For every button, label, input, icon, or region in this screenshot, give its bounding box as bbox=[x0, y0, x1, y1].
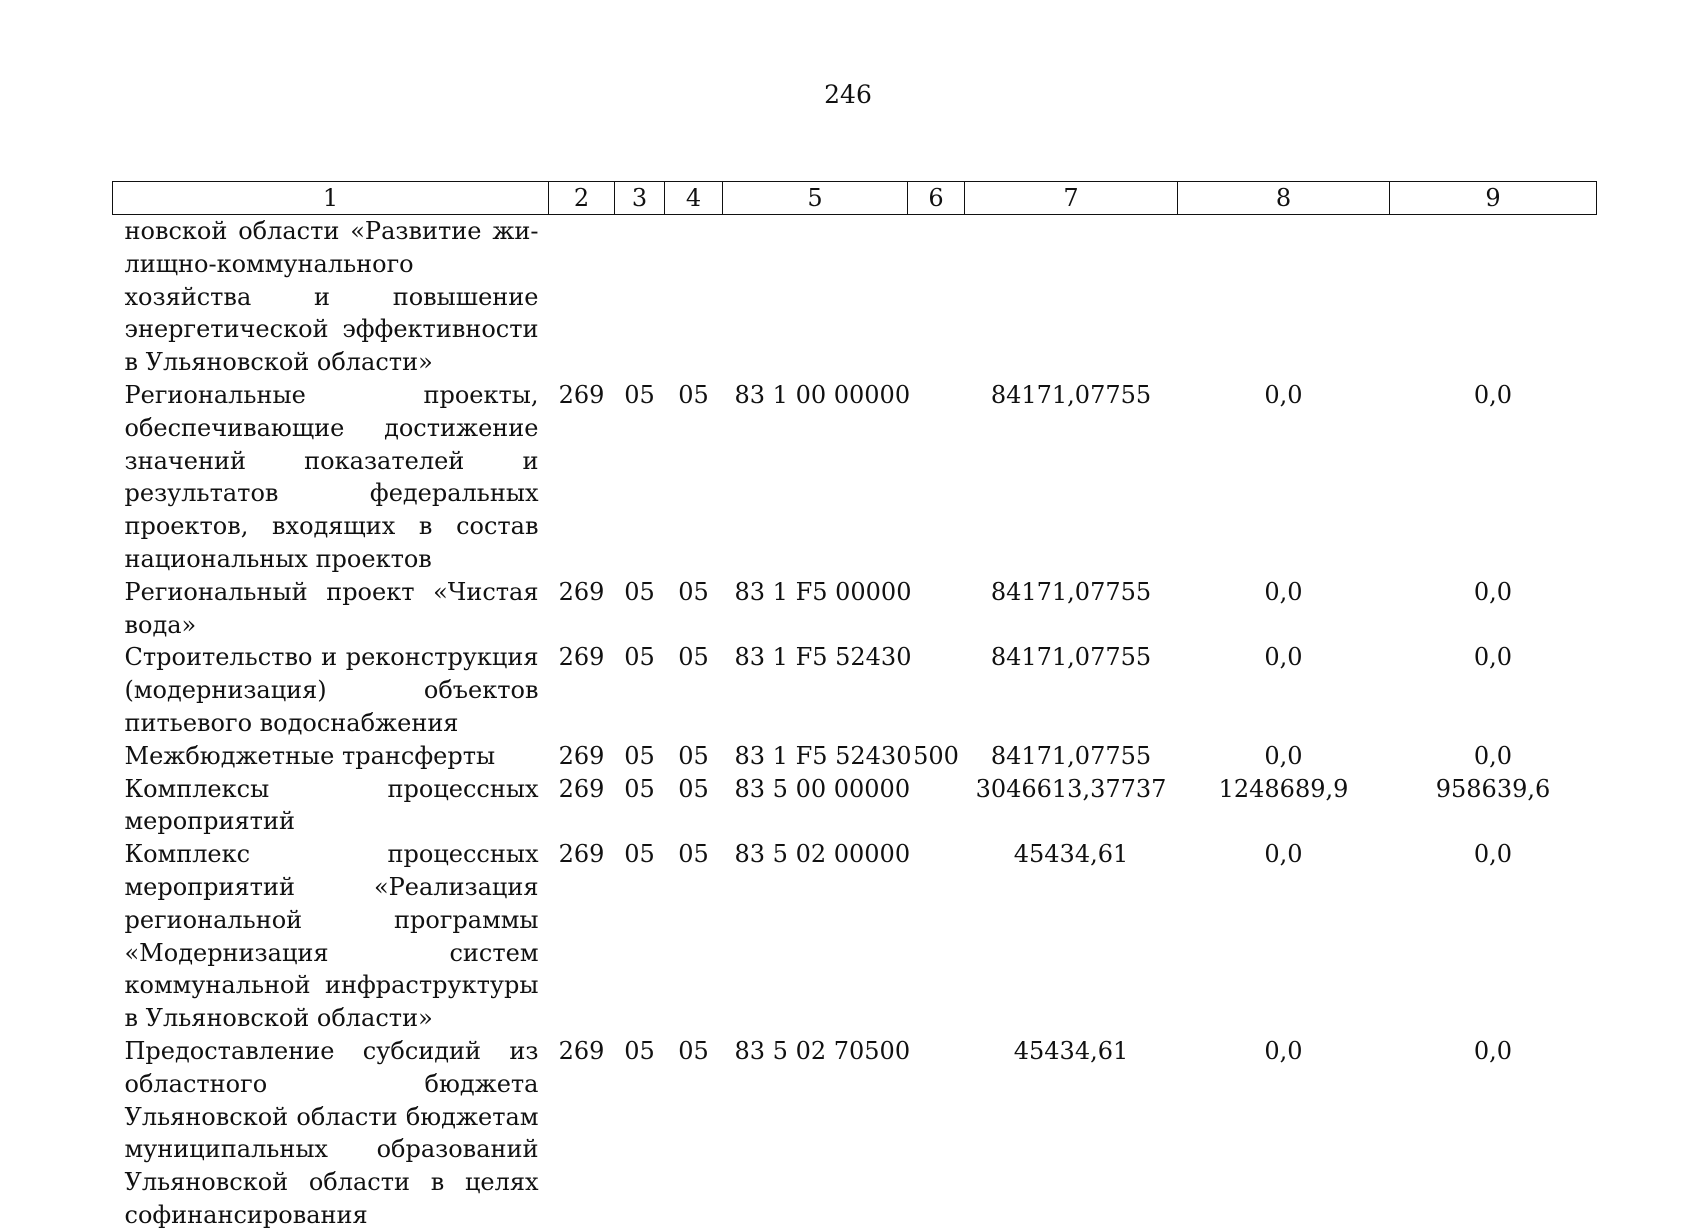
row-section: 05 bbox=[624, 380, 655, 409]
row-amount-9: 0,0 bbox=[1473, 643, 1513, 672]
row-target-code: 83 1 F5 52430 bbox=[734, 643, 912, 672]
row-admin-code: 269 bbox=[558, 643, 605, 672]
row-target-code: 83 1 00 00000 bbox=[734, 380, 911, 409]
row-amount-8 bbox=[1178, 215, 1390, 379]
row-amount-7: 45434,61 bbox=[1013, 1036, 1129, 1065]
row-expense-type bbox=[908, 641, 965, 739]
header-row bbox=[113, 182, 1597, 215]
row-amount-8: 0,0 bbox=[1264, 577, 1303, 606]
column-header-7: 7 bbox=[965, 182, 1178, 215]
row-admin-code bbox=[549, 215, 615, 379]
row-name: Комплексы процессных мероприятий bbox=[124, 774, 539, 836]
row-subsection: 05 bbox=[678, 741, 709, 770]
row-amount-7: 84171,07755 bbox=[990, 741, 1152, 770]
row-admin-code: 269 bbox=[558, 741, 605, 770]
row-amount-7: 45434,61 bbox=[1013, 840, 1129, 869]
row-amount-9: 0,0 bbox=[1473, 380, 1513, 409]
row-amount-9: 0,0 bbox=[1473, 741, 1513, 770]
row-name: Строительство и реконструкция (модернизация) объектов питьевого водоснабжения bbox=[124, 643, 539, 737]
row-name: Региональные проекты, обеспечивающие достижение значений показателей и результатов федеральных проектов, входящих в состав национальных проектов bbox=[124, 380, 539, 573]
table-row bbox=[113, 740, 1597, 773]
row-name: Предоставление субсидий из областного бюджета Ульяновской области бюджетам муниципальных образований Ульяновской области в целях софинансирования bbox=[124, 1036, 539, 1229]
row-expense-type: 500 bbox=[913, 741, 959, 770]
row-section: 05 bbox=[624, 577, 655, 606]
row-amount-7: 84171,07755 bbox=[990, 643, 1152, 672]
row-section: 05 bbox=[624, 741, 655, 770]
row-amount-8: 0,0 bbox=[1264, 1036, 1303, 1065]
column-header-8: 8 bbox=[1178, 182, 1390, 215]
row-subsection bbox=[665, 215, 723, 379]
table-row bbox=[113, 379, 1597, 576]
row-amount-9: 0,0 bbox=[1473, 840, 1513, 869]
row-amount-7: 84171,07755 bbox=[990, 577, 1152, 606]
row-name: новской области «Развитие жилищно-коммунального хозяйства и повышение энергетической эффективности в Ульяновской области» bbox=[124, 217, 539, 377]
table-row bbox=[113, 1035, 1597, 1232]
row-amount-8: 1248689,9 bbox=[1218, 774, 1349, 803]
row-admin-code: 269 bbox=[558, 577, 605, 606]
row-subsection: 05 bbox=[678, 1036, 709, 1065]
row-target-code: 83 5 02 00000 bbox=[734, 840, 911, 869]
row-subsection: 05 bbox=[678, 380, 709, 409]
row-subsection: 05 bbox=[678, 840, 709, 869]
row-expense-type bbox=[908, 379, 965, 576]
table-row bbox=[113, 838, 1597, 1035]
column-header-3: 3 bbox=[615, 182, 665, 215]
budget-table bbox=[112, 181, 1597, 1232]
row-section: 05 bbox=[624, 643, 655, 672]
row-amount-8: 0,0 bbox=[1264, 741, 1303, 770]
row-subsection: 05 bbox=[678, 577, 709, 606]
row-target-code: 83 5 02 70500 bbox=[734, 1036, 911, 1065]
column-header-6: 6 bbox=[908, 182, 965, 215]
row-expense-type bbox=[908, 576, 965, 642]
row-amount-7: 84171,07755 bbox=[990, 380, 1152, 409]
column-header-1: 1 bbox=[113, 182, 549, 215]
table-row bbox=[113, 576, 1597, 642]
row-amount-8: 0,0 bbox=[1264, 380, 1303, 409]
row-target-code bbox=[723, 215, 908, 379]
row-amount-7: 3046613,37737 bbox=[975, 774, 1167, 803]
row-amount-9 bbox=[1390, 215, 1597, 379]
row-expense-type bbox=[908, 773, 965, 839]
row-target-code: 83 1 F5 00000 bbox=[734, 577, 912, 606]
row-section: 05 bbox=[624, 774, 655, 803]
row-name: Межбюджетные трансферты bbox=[124, 741, 496, 770]
row-admin-code: 269 bbox=[558, 840, 605, 869]
row-subsection: 05 bbox=[678, 643, 709, 672]
row-amount-7 bbox=[965, 215, 1178, 379]
row-name: Региональный проект «Чистая вода» bbox=[124, 577, 539, 639]
column-header-5: 5 bbox=[723, 182, 908, 215]
row-admin-code: 269 bbox=[558, 380, 605, 409]
table-row bbox=[113, 641, 1597, 739]
row-expense-type bbox=[908, 838, 965, 1035]
table-row bbox=[113, 215, 1597, 379]
table-row bbox=[113, 773, 1597, 839]
table-header bbox=[113, 182, 1597, 215]
column-header-4: 4 bbox=[665, 182, 723, 215]
row-amount-9: 0,0 bbox=[1473, 1036, 1513, 1065]
row-amount-9: 0,0 bbox=[1473, 577, 1513, 606]
row-name: Комплекс процессных мероприятий «Реализация региональной программы «Модернизация систем коммунальной инфраструктуры в Ульяновской области» bbox=[124, 840, 539, 1033]
column-header-2: 2 bbox=[549, 182, 615, 215]
row-amount-8: 0,0 bbox=[1264, 643, 1303, 672]
row-admin-code: 269 bbox=[558, 774, 605, 803]
row-admin-code: 269 bbox=[558, 1036, 605, 1065]
row-expense-type bbox=[908, 1035, 965, 1232]
row-target-code: 83 5 00 00000 bbox=[734, 774, 911, 803]
column-header-9: 9 bbox=[1390, 182, 1597, 215]
table-body bbox=[113, 215, 1597, 1232]
row-section bbox=[615, 215, 665, 379]
row-expense-type bbox=[908, 215, 965, 379]
row-target-code: 83 1 F5 52430 bbox=[734, 741, 912, 770]
row-amount-8: 0,0 bbox=[1264, 840, 1303, 869]
row-section: 05 bbox=[624, 840, 655, 869]
row-section: 05 bbox=[624, 1036, 655, 1065]
row-subsection: 05 bbox=[678, 774, 709, 803]
page-number: 246 bbox=[824, 80, 872, 109]
row-amount-9: 958639,6 bbox=[1435, 774, 1551, 803]
